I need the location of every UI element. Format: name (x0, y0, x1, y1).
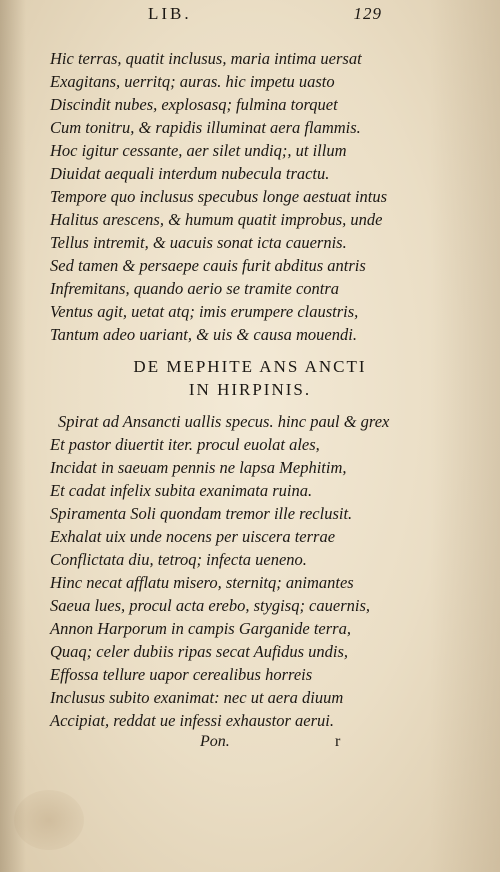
verse-line: Spirat ad Ansancti uallis specus. hinc paul & grex (58, 412, 390, 431)
paper-stain (14, 790, 84, 850)
verse-line: Effossa tellure uapor cerealibus horreis (50, 665, 313, 684)
verse-line: Saeua lues, procul acta erebo, stygisq; cauernis, (50, 596, 371, 615)
verse-line: Spiramenta Soli quondam tremor ille reclusit. (50, 504, 353, 523)
verse-line: Tellus intremit, & uacuis sonat icta cauernis. (50, 233, 347, 252)
verse-line: Discindit nubes, explosasq; fulmina torquet (50, 95, 338, 114)
catchword: Pon. (200, 733, 230, 750)
verse-line: Ventus agit, uetat atq; imis erumpere claustris, (50, 302, 359, 321)
verse-line: Diuidat aequali interdum nubecula tractu. (50, 164, 330, 183)
verse-line: Cum tonitru, & rapidis illuminat aera flammis. (50, 118, 361, 137)
verse-line: Hic terras, quatit inclusus, maria intima uersat (50, 49, 362, 68)
page-number: 129 (353, 4, 382, 23)
verse-line: Hoc igitur cessante, aer silet undiq;, ut illum (50, 141, 347, 160)
signature-mark: r (335, 733, 341, 750)
show-through-bleed (430, 0, 500, 872)
verse-line: Halitus arescens, & humum quatit improbus, unde (50, 210, 383, 229)
verse-line: Conflictata diu, tetroq; infecta ueneno. (50, 550, 307, 569)
verse-line: Incidat in saeuam pennis ne lapsa Mephitim, (50, 458, 347, 477)
page-header (148, 4, 388, 28)
verse-line: Hinc necat afflatu misero, sternitq; animantes (50, 573, 354, 592)
verse-line: Tantum adeo uariant, & uis & causa mouendi. (50, 325, 357, 344)
verse-line: Inclusus subito exanimat: nec ut aera diuum (50, 688, 344, 707)
section-heading: DE MEPHITE ANS ANCTI (133, 357, 367, 376)
verse-line: Exagitans, uerritq; auras. hic impetu uasto (50, 72, 335, 91)
verse-line: Et cadat infelix subita exanimata ruina. (50, 481, 313, 500)
verse-line: Annon Harporum in campis Garganide terra, (50, 619, 351, 638)
verse-line: Et pastor diuertit iter. procul euolat ales, (50, 435, 320, 454)
verse-line: Sed tamen & persaepe cauis furit abditus antris (50, 256, 366, 275)
verse-line: Tempore quo inclusus specubus longe aestuat intus (50, 187, 388, 206)
spine-shadow (0, 0, 26, 872)
verse-line: Quaq; celer dubiis ripas secat Aufidus undis, (50, 642, 349, 661)
catchline (200, 733, 380, 755)
running-head: LIB. (148, 4, 192, 23)
verse-line: Infremitans, quando aerio se tramite contra (50, 279, 340, 298)
verse-line: Exhalat uix unde nocens per uiscera terrae (50, 527, 336, 546)
verse-line: Accipiat, reddat ue infessi exhaustor aerui. (50, 711, 334, 730)
section-heading-sub: IN HIRPINIS. (188, 380, 312, 399)
